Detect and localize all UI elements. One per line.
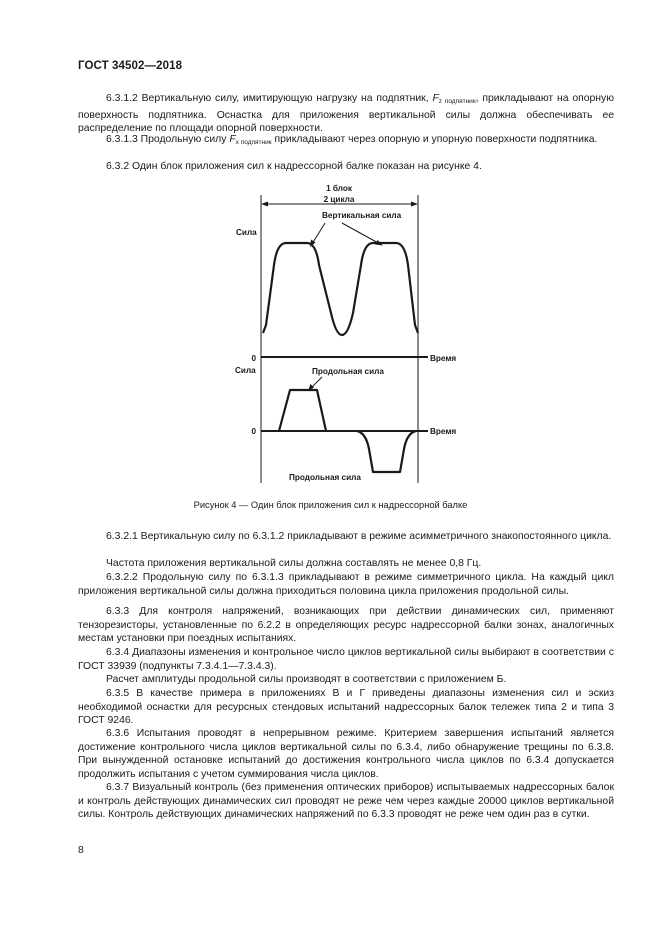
force-subscript: z подпятник bbox=[438, 98, 476, 105]
zero-label-bottom: 0 bbox=[251, 427, 256, 436]
longitudinal-force-label-bottom: Продольная сила bbox=[289, 473, 361, 482]
longitudinal-force-label-top: Продольная сила bbox=[312, 367, 384, 376]
figure-caption: Рисунок 4 — Один блок приложения сил к надрессорной балке bbox=[193, 500, 468, 510]
text: 6.3.1.2 Вертикальную силу, имитирующую нагрузку на подпятник, bbox=[106, 93, 429, 104]
time-label-bottom: Время bbox=[430, 427, 457, 436]
paragraph-frequency: Частота приложения вертикальной силы должна составлять не менее 0,8 Гц. bbox=[106, 558, 482, 569]
longitudinal-force-negative bbox=[357, 431, 416, 472]
arrow-head-right bbox=[411, 202, 418, 207]
page-number: 8 bbox=[78, 845, 84, 856]
text: прикладывают через опорную и упорную поверхности подпятника. bbox=[274, 134, 598, 145]
leader-vertical-2 bbox=[342, 223, 380, 244]
paragraph-6-3-3: 6.3.3 Для контроля напряжений, возникающих при действии динамических сил, применяют тензорезисторы, установленные по 6.2.2 в определяющих ресурс надрессорной балки зонах, аналогичных местам установки при поездных испытаниях. bbox=[78, 606, 614, 645]
leader-vertical-1 bbox=[312, 223, 325, 244]
paragraph-6-3-2: 6.3.2 Один блок приложения сил к надрессорной балке показан на рисунке 4. bbox=[106, 161, 482, 172]
paragraph-amplitude: Расчет амплитуды продольной силы производят в соответствии с приложением Б. bbox=[106, 674, 507, 685]
force-diagram bbox=[230, 183, 470, 493]
paragraph-6-3-7: 6.3.7 Визуальный контроль (без применения оптических приборов) испытываемых надрессорных балок и контроль действующих динамических сил проводят не реже чем через каждые 20000 циклов вертикальной силы. Контроль действующих динамических напряжений по 6.3.3 проводят не реже чем один раз в сутки. bbox=[78, 782, 614, 821]
zero-label-top: 0 bbox=[251, 354, 256, 363]
vertical-force-curve bbox=[263, 243, 418, 335]
time-label-top: Время bbox=[430, 354, 457, 363]
paragraph-6-3-5: 6.3.5 В качестве примера в приложениях В и Г приведены диапазоны изменения сил и эскиз необходимой оснастки для ресурсных стендовых испытаний надрессорных балок тележек типа 2 и типа 3 ГОСТ 9246. bbox=[78, 688, 614, 727]
force-symbol: F bbox=[432, 93, 439, 104]
longitudinal-force-positive bbox=[279, 390, 326, 431]
arrow-head-left bbox=[261, 202, 268, 207]
paragraph-6-3-1-3 bbox=[78, 133, 614, 150]
text: , прикладывают на опорную поверхность подпятника. Оснастка для приложения вертикальной силы должна обеспечивать ее распределение по площади опорной поверхности. bbox=[78, 93, 615, 135]
document-header: ГОСТ 34502—2018 bbox=[78, 60, 183, 72]
force-axis-label-bottom: Сила bbox=[235, 366, 256, 375]
paragraph-6-3-1-2 bbox=[78, 92, 614, 136]
figure-4 bbox=[230, 183, 470, 493]
block-label: 1 блок bbox=[326, 184, 352, 193]
vertical-force-label: Вертикальная сила bbox=[322, 211, 402, 220]
force-symbol: F bbox=[229, 134, 236, 145]
force-axis-label-top: Сила bbox=[236, 228, 257, 237]
paragraph-6-3-6: 6.3.6 Испытания проводят в непрерывном режиме. Критерием завершения испытаний является достижение контрольного числа циклов вертикальной силы по 6.3.4, либо обнаружение трещины по 6.3.8. При вынужденной остановке испытаний до достижения контрольного числа циклов по 6.3.4 допускается продолжить испытания с учетом суммирования числа циклов. bbox=[78, 728, 614, 780]
cycles-label: 2 цикла bbox=[323, 195, 355, 204]
text: 6.3.1.3 Продольную силу bbox=[106, 134, 227, 145]
paragraph-6-3-2-2: 6.3.2.2 Продольную силу по 6.3.1.3 прикладывают в режиме симметричного цикла. На каждый цикл приложения вертикальной силы должна приходиться половина цикла приложения продольной силы. bbox=[78, 572, 614, 597]
paragraph-6-3-2-1: 6.3.2.1 Вертикальную силу по 6.3.1.2 прикладывают в режиме асимметричного знакопостоянного цикла. bbox=[106, 531, 612, 542]
paragraph-6-3-4: 6.3.4 Диапазоны изменения и контрольное число циклов вертикальной силы выбирают в соответствии с ГОСТ 33939 (подпункты 7.3.4.1—7.3.4.3). bbox=[78, 647, 614, 672]
force-subscript: x подпятник bbox=[235, 139, 272, 146]
